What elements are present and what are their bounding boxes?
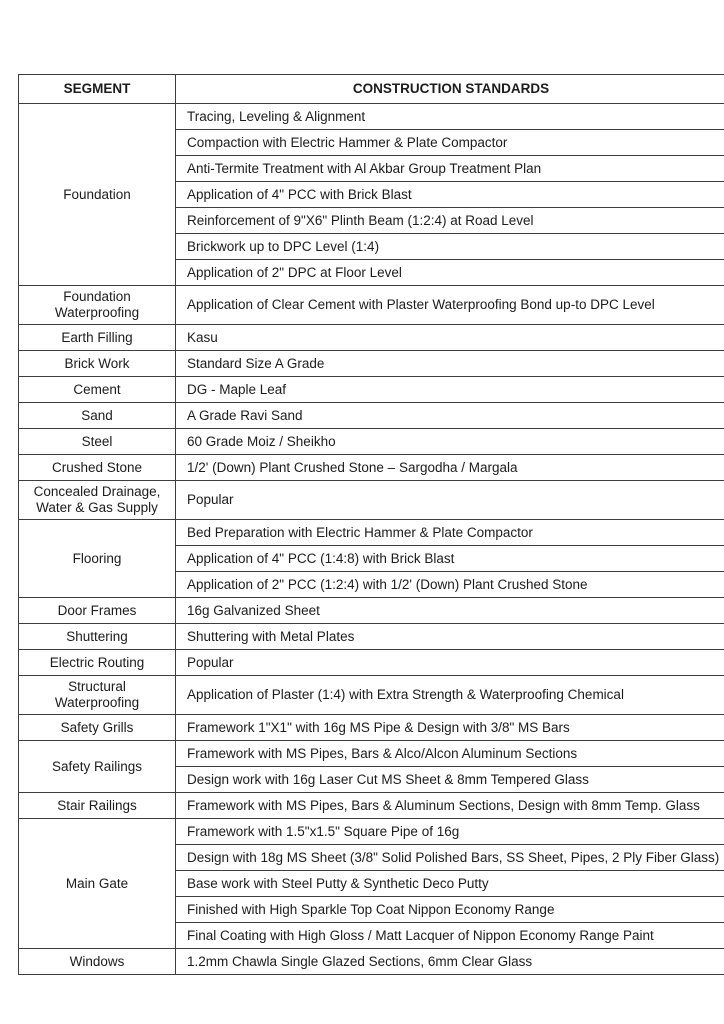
standard-cell: Popular [176,650,724,676]
standard-cell: Application of 2" DPC at Floor Level [176,260,724,286]
table-row [19,598,724,624]
table-row [19,949,724,975]
table-row [19,481,724,520]
segment-cell: Windows [19,949,176,975]
standard-cell: 1.2mm Chawla Single Glazed Sections, 6mm Clear Glass [176,949,724,975]
table-row [19,455,724,481]
standard-cell: Finished with High Sparkle Top Coat Nippon Economy Range [176,897,724,923]
table-body [19,104,724,975]
standard-cell: A Grade Ravi Sand [176,403,724,429]
standard-cell: 60 Grade Moiz / Sheikho [176,429,724,455]
segment-cell: Brick Work [19,351,176,377]
standard-cell: Standard Size A Grade [176,351,724,377]
standard-cell: Shuttering with Metal Plates [176,624,724,650]
standard-cell: DG - Maple Leaf [176,377,724,403]
segment-cell: Main Gate [19,819,176,949]
table-row [19,676,724,715]
table-row [19,741,724,767]
table-row [19,403,724,429]
segment-cell: Door Frames [19,598,176,624]
standard-cell: Anti-Termite Treatment with Al Akbar Group Treatment Plan [176,156,724,182]
standard-cell: Bed Preparation with Electric Hammer & Plate Compactor [176,520,724,546]
segment-cell: Foundation Waterproofing [19,286,176,325]
standard-cell: Brickwork up to DPC Level (1:4) [176,234,724,260]
segment-cell: Earth Filling [19,325,176,351]
segment-cell: Cement [19,377,176,403]
table-row [19,650,724,676]
standard-cell: Framework 1"X1" with 16g MS Pipe & Design with 3/8" MS Bars [176,715,724,741]
segment-cell: Crushed Stone [19,455,176,481]
segment-cell: Flooring [19,520,176,598]
table-row [19,715,724,741]
standard-cell: Reinforcement of 9"X6" Plinth Beam (1:2:4) at Road Level [176,208,724,234]
header-row [19,75,724,104]
standard-cell: Design with 18g MS Sheet (3/8" Solid Polished Bars, SS Sheet, Pipes, 2 Ply Fiber Glass) [176,845,724,871]
segment-cell: Steel [19,429,176,455]
standard-cell: Application of Clear Cement with Plaster Waterproofing Bond up-to DPC Level [176,286,724,325]
construction-standards-table [18,74,724,975]
standard-cell: Framework with 1.5"x1.5" Square Pipe of 16g [176,819,724,845]
standard-cell: Application of Plaster (1:4) with Extra Strength & Waterproofing Chemical [176,676,724,715]
standard-cell: Tracing, Leveling & Alignment [176,104,724,130]
segment-column-header: SEGMENT [19,75,176,104]
standard-cell: Popular [176,481,724,520]
table-row [19,819,724,845]
segment-cell: Sand [19,403,176,429]
segment-cell: Electric Routing [19,650,176,676]
table-row [19,351,724,377]
table-row [19,104,724,130]
segment-cell: Foundation [19,104,176,286]
standard-cell: Kasu [176,325,724,351]
standard-cell: Base work with Steel Putty & Synthetic Deco Putty [176,871,724,897]
segment-cell: Shuttering [19,624,176,650]
standard-cell: Application of 2" PCC (1:2:4) with 1/2' (Down) Plant Crushed Stone [176,572,724,598]
segment-cell: Safety Grills [19,715,176,741]
standards-column-header: CONSTRUCTION STANDARDS [176,75,724,104]
table-row [19,286,724,325]
standard-cell: 16g Galvanized Sheet [176,598,724,624]
standard-cell: 1/2' (Down) Plant Crushed Stone – Sargodha / Margala [176,455,724,481]
standard-cell: Final Coating with High Gloss / Matt Lacquer of Nippon Economy Range Paint [176,923,724,949]
table-row [19,325,724,351]
standard-cell: Design work with 16g Laser Cut MS Sheet & 8mm Tempered Glass [176,767,724,793]
standard-cell: Application of 4" PCC with Brick Blast [176,182,724,208]
segment-cell: Safety Railings [19,741,176,793]
table-row [19,793,724,819]
table-row [19,377,724,403]
table-header [19,75,724,104]
standard-cell: Compaction with Electric Hammer & Plate Compactor [176,130,724,156]
table-row [19,429,724,455]
table-row [19,520,724,546]
segment-cell: Stair Railings [19,793,176,819]
standard-cell: Application of 4" PCC (1:4:8) with Brick Blast [176,546,724,572]
standard-cell: Framework with MS Pipes, Bars & Aluminum Sections, Design with 8mm Temp. Glass [176,793,724,819]
segment-cell: Structural Waterproofing [19,676,176,715]
standard-cell: Framework with MS Pipes, Bars & Alco/Alcon Aluminum Sections [176,741,724,767]
table-row [19,624,724,650]
segment-cell: Concealed Drainage, Water & Gas Supply [19,481,176,520]
